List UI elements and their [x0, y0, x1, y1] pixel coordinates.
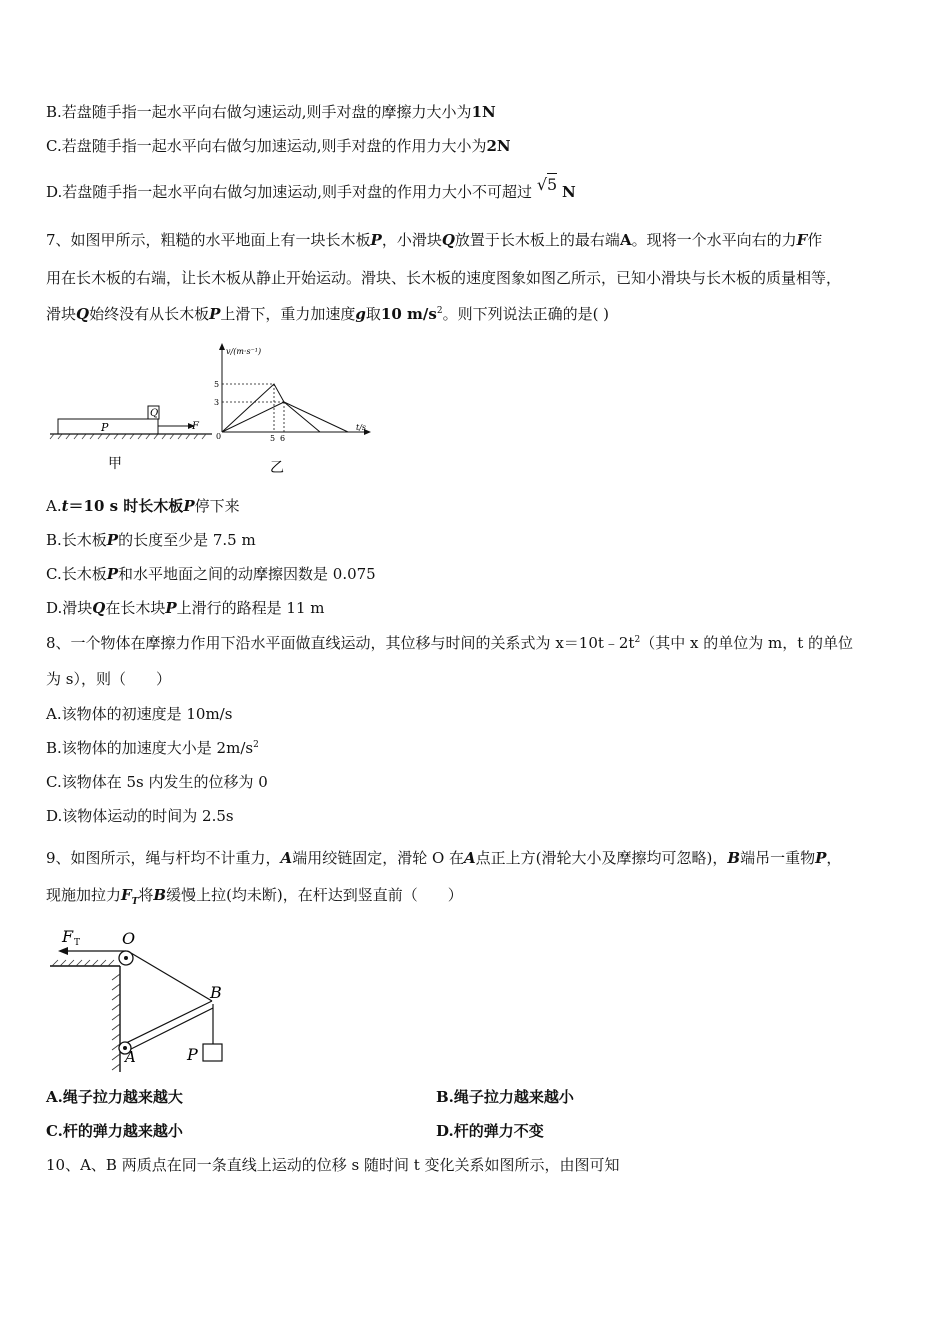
- q9-stem-line2: 现施加拉力$F_T$将B缓慢上拉(均未断)，在杆达到竖直前（ ）: [46, 886, 463, 907]
- label-o: O: [122, 929, 136, 948]
- figure-b-caption: 乙: [270, 460, 284, 476]
- origin-label: 0: [216, 432, 222, 441]
- q7-figure-a: [46, 398, 216, 478]
- q8-option-a: A.该物体的初速度是 10m/s: [46, 705, 233, 723]
- tick-x-6: 6: [280, 434, 286, 443]
- pull-arrow: [58, 947, 68, 955]
- q8-option-d: D.该物体运动的时间为 2.5s: [46, 807, 234, 825]
- label-b: B: [210, 983, 222, 1002]
- label-f: F: [192, 421, 199, 432]
- q7-stem-line2: 用在长木板的右端，让长木板从静止开始运动。滑块、长木板的速度图象如图乙所示，已知小滑块与长木板的质量相等，: [46, 269, 842, 287]
- q8-option-b: B.该物体的加速度大小是 $2m/s^2$: [46, 739, 259, 757]
- q9-figure: [46, 922, 246, 1074]
- label-q: Q: [150, 408, 159, 419]
- label-p: P: [187, 1045, 198, 1064]
- t-axis-label: t/s: [356, 423, 367, 432]
- board-velocity-line: [222, 384, 348, 432]
- slider-velocity-line: [222, 402, 320, 432]
- rod-ab-top: [124, 1001, 212, 1044]
- weight-p: [203, 1044, 222, 1061]
- v-axis-label: v/(m·s⁻¹): [226, 347, 262, 356]
- q7-option-a: A.t＝10 s 时长木板P停下来: [46, 497, 240, 515]
- rope-ob: [131, 953, 212, 1001]
- q7-stem-line1: 7、如图甲所示，粗糙的水平地面上有一块长木板P，小滑块Q放置于长木板上的最右端A。现将一个水平向右的力F作: [46, 231, 823, 249]
- sqrt-five: √5: [536, 175, 558, 194]
- q7-option-c: C.长木板P和水平地面之间的动摩擦因数是 0.075: [46, 565, 376, 583]
- q7-option-d: D.滑块Q在长木块P上滑行的路程是 11 m: [46, 599, 325, 617]
- rod-ab-bottom: [127, 1008, 213, 1051]
- q8-stem-line2: 为 s），则（ ）: [46, 670, 171, 688]
- q9-stem-line1: 9、如图所示，绳与杆均不计重力，A端用绞链固定，滑轮 O 在A点正上方(滑轮大小及摩擦均可忽略)，B端吊一重物P，: [46, 849, 842, 867]
- q6-option-c: C.若盘随手指一起水平向右做匀加速运动,则手对盘的作用力大小为2N: [46, 137, 511, 155]
- label-ft: F: [62, 927, 74, 946]
- q6-option-d: D.若盘随手指一起水平向右做匀加速运动,则手对盘的作用力大小不可超过 √5 N: [46, 175, 576, 201]
- q9-option-d: D.杆的弹力不变: [436, 1122, 544, 1140]
- q9-option-a: A.绳子拉力越来越大: [46, 1088, 183, 1106]
- q10-stem: 10、A、B 两质点在同一条直线上运动的位移 s 随时间 t 变化关系如图所示，由图可知: [46, 1156, 620, 1174]
- q9-option-b: B.绳子拉力越来越小: [436, 1088, 574, 1106]
- figure-a-caption: 甲: [108, 456, 122, 472]
- q8-option-c: C.该物体在 5s 内发生的位移为 0: [46, 773, 268, 791]
- q7-figure-b: [208, 342, 378, 480]
- tick-y-5: 5: [214, 380, 220, 389]
- q6-option-b: B.若盘随手指一起水平向右做匀速运动,则手对盘的摩擦力大小为1N: [46, 103, 496, 121]
- tick-x-5: 5: [270, 434, 276, 443]
- label-p: P: [101, 421, 109, 434]
- tick-y-3: 3: [214, 398, 220, 407]
- label-a: A: [125, 1048, 136, 1066]
- q7-option-b: B.长木板P的长度至少是 7.5 m: [46, 531, 256, 549]
- q8-stem-line1: 8、一个物体在摩擦力作用下沿水平面做直线运动，其位移与时间的关系式为 $x=10t﹣2t^2$（其中 x 的单位为 m，t 的单位: [46, 634, 853, 652]
- label-ft-sub: T: [74, 938, 81, 948]
- q9-option-c: C.杆的弹力越来越小: [46, 1122, 183, 1140]
- q7-stem-line3: 滑块Q始终没有从长木板P上滑下，重力加速度g取10 $m/s^2$。则下列说法正确的是( ): [46, 305, 610, 323]
